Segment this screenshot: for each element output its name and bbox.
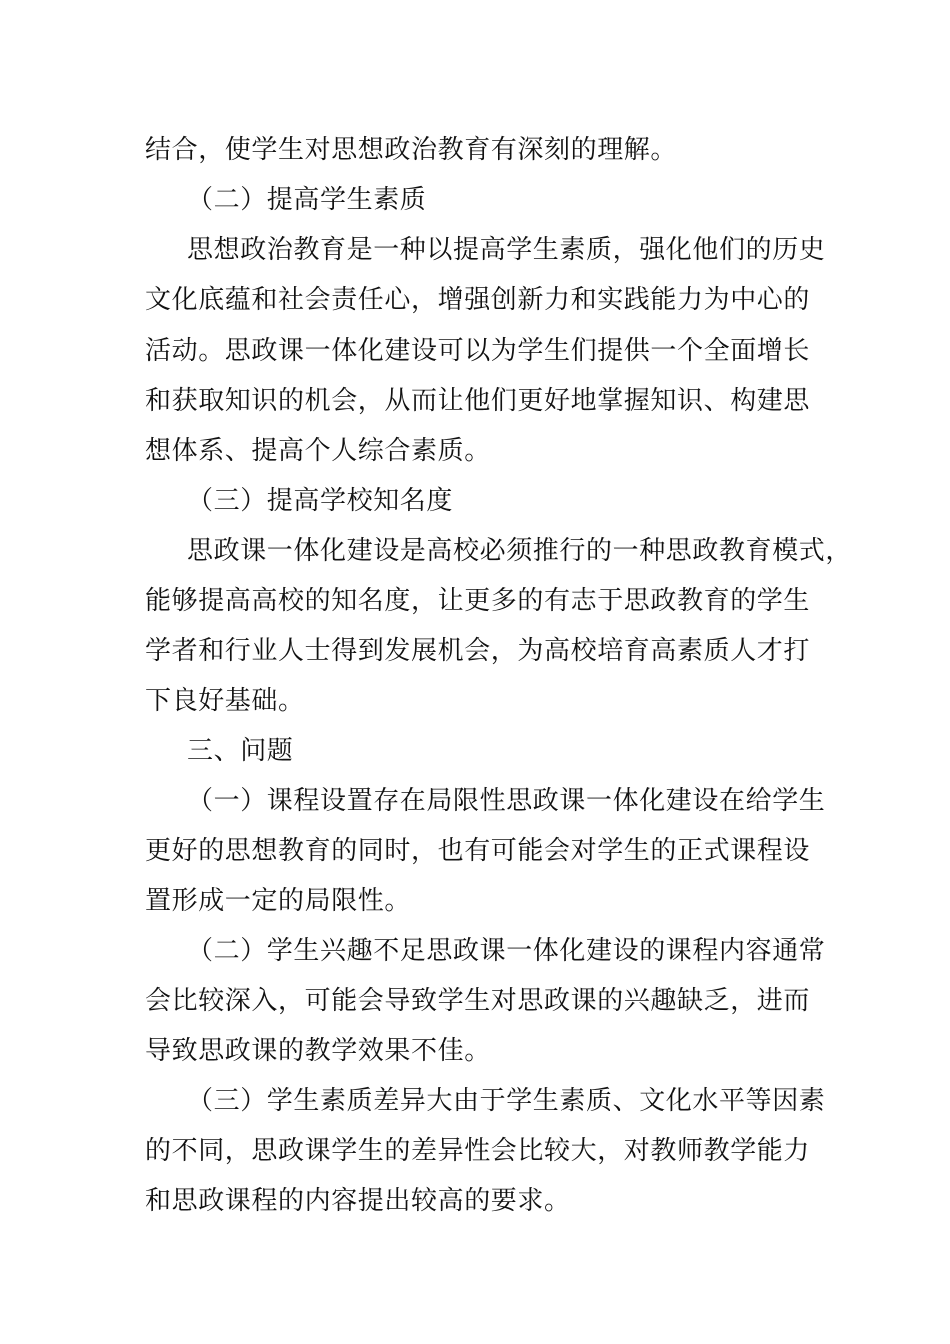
paragraph-line: （三）学生素质差异大由于学生素质、文化水平等因素 [187,1086,826,1116]
paragraph-line: 和思政课程的内容提出较高的要求。 [145,1186,571,1216]
section-heading: （二）提高学生素质 [187,185,427,215]
paragraph-line: 学者和行业人士得到发展机会，为高校培育高素质人才打 [145,636,811,666]
paragraph-line: 结合，使学生对思想政治教育有深刻的理解。 [145,135,678,165]
paragraph-line: 想体系、提高个人综合素质。 [145,436,491,466]
paragraph-line: 更好的思想教育的同时，也有可能会对学生的正式课程设 [145,836,811,866]
paragraph-line: 活动。思政课一体化建设可以为学生们提供一个全面增长 [145,336,811,366]
paragraph-line: 下良好基础。 [145,686,305,716]
paragraph-line: （一）课程设置存在局限性思政课一体化建设在给学生 [187,786,826,816]
paragraph-line: 思政课一体化建设是高校必须推行的一种思政教育模式， [187,536,853,566]
paragraph-line: （二）学生兴趣不足思政课一体化建设的课程内容通常 [187,936,826,966]
paragraph-line: 思想政治教育是一种以提高学生素质，强化他们的历史 [187,235,826,265]
paragraph-line: 导致思政课的教学效果不佳。 [145,1036,491,1066]
paragraph-line: 和获取知识的机会，从而让他们更好地掌握知识、构建思 [145,386,811,416]
paragraph-line: 会比较深入，可能会导致学生对思政课的兴趣缺乏，进而 [145,986,811,1016]
section-heading: （三）提高学校知名度 [187,486,454,516]
paragraph-line: 置形成一定的局限性。 [145,886,412,916]
paragraph-line: 文化底蕴和社会责任心，增强创新力和实践能力为中心的 [145,285,811,315]
paragraph-line: 能够提高高校的知名度，让更多的有志于思政教育的学生 [145,586,811,616]
paragraph-line: 的不同，思政课学生的差异性会比较大，对教师教学能力 [145,1136,811,1166]
chapter-heading: 三、问题 [187,736,294,766]
